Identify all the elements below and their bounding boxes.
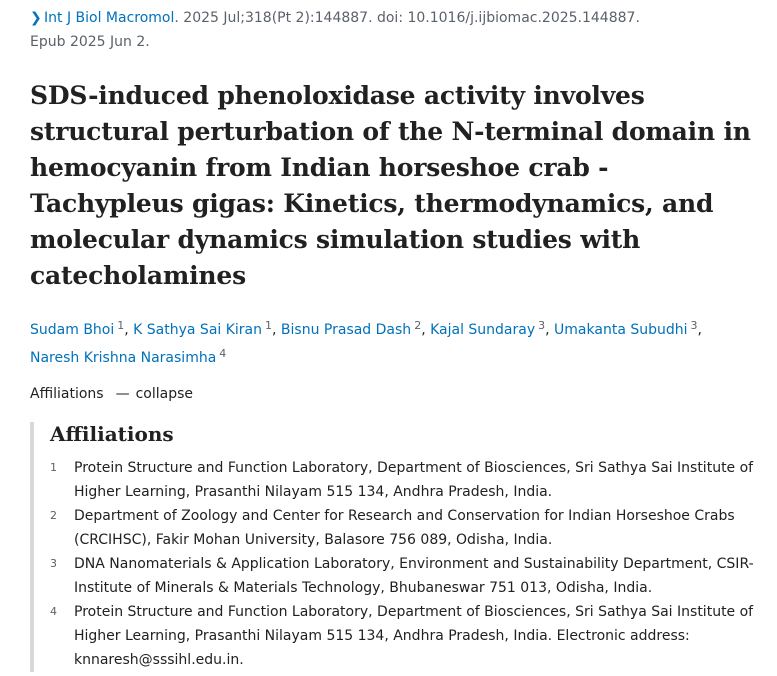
author-affiliation-ref[interactable]: 4 xyxy=(219,347,227,360)
affiliations-panel xyxy=(30,422,760,672)
journal-link[interactable]: Int J Biol Macromol xyxy=(44,10,175,26)
article-header xyxy=(30,6,760,672)
citation xyxy=(30,6,760,54)
affiliation-text: DNA Nanomaterials & Application Laboratory, Environment and Sustainability Department, CSIR-Institute of Minerals & Materials Technology, Bhubaneswar 751 013, Odisha, India. xyxy=(74,556,754,596)
author-link[interactable]: Bisnu Prasad Dash xyxy=(280,322,412,338)
affiliation-item xyxy=(50,600,760,672)
collapse-icon: — xyxy=(115,386,130,402)
author-link[interactable]: Sudam Bhoi xyxy=(30,322,115,338)
affiliation-text: Protein Structure and Function Laboratory, Department of Biosciences, Sri Sathya Sai Institute of Higher Learning, Prasanthi Nilayam 515 134, Andhra Pradesh, India. xyxy=(74,460,754,500)
affiliation-item xyxy=(50,504,760,552)
affiliation-item xyxy=(50,552,760,600)
epub-date: Epub 2025 Jun 2. xyxy=(30,34,150,50)
affiliation-text: Department of Zoology and Center for Research and Conservation for Indian Horseshoe Crabs (CRCIHSC), Fakir Mohan University, Balasore 756 089, Odisha, India. xyxy=(74,508,735,548)
affiliations-toggle-action: collapse xyxy=(135,386,194,402)
affiliation-text: Protein Structure and Function Laboratory, Department of Biosciences, Sri Sathya Sai Institute of Higher Learning, Prasanthi Nilayam 515 134, Andhra Pradesh, India. Electronic address: knnaresh@sssihl.edu.in. xyxy=(74,604,754,668)
author-affiliation-ref[interactable]: 3 xyxy=(690,319,698,332)
affiliation-number: 1 xyxy=(50,461,57,474)
affiliation-number: 2 xyxy=(50,509,57,522)
affiliations-toggle-label: Affiliations xyxy=(30,386,104,402)
affiliation-number: 4 xyxy=(50,605,57,618)
affiliations-heading: Affiliations xyxy=(50,422,174,446)
affiliation-number: 3 xyxy=(50,557,57,570)
affiliations-list xyxy=(50,456,760,672)
author-affiliation-ref[interactable]: 1 xyxy=(117,319,125,332)
author-link[interactable]: Umakanta Subudhi xyxy=(554,322,688,338)
affiliation-item xyxy=(50,456,760,504)
author-link[interactable]: K Sathya Sai Kiran xyxy=(133,322,263,338)
affiliations-toggle[interactable] xyxy=(30,386,760,402)
author-list: Sudam Bhoi $^1$, K Sathya Sai Kiran $^1$, Bisnu Prasad Dash $^2$, Kajal Sundaray $^3$, Umakanta Subudhi $^3$, Naresh Krishna Narasimha $^4$ xyxy=(30,319,702,366)
author-link[interactable]: Naresh Krishna Narasimha xyxy=(30,350,217,366)
author-link[interactable]: Kajal Sundaray xyxy=(430,322,536,338)
article-title: SDS-induced phenoloxidase activity involves structural perturbation of the N-terminal domain in hemocyanin from Indian horseshoe crab - Tachypleus gigas: Kinetics, thermodynamics, and molecular dynamics simulation studies with catecholamines xyxy=(30,81,751,290)
author-affiliation-ref[interactable]: 1 xyxy=(265,319,273,332)
author-affiliation-ref[interactable]: 3 xyxy=(538,319,546,332)
author-affiliation-ref[interactable]: 2 xyxy=(414,319,422,332)
chevron-right-icon[interactable]: ❯ xyxy=(30,10,42,26)
citation-details: . 2025 Jul;318(Pt 2):144887. doi: 10.1016/j.ijbiomac.2025.144887. xyxy=(174,10,640,26)
